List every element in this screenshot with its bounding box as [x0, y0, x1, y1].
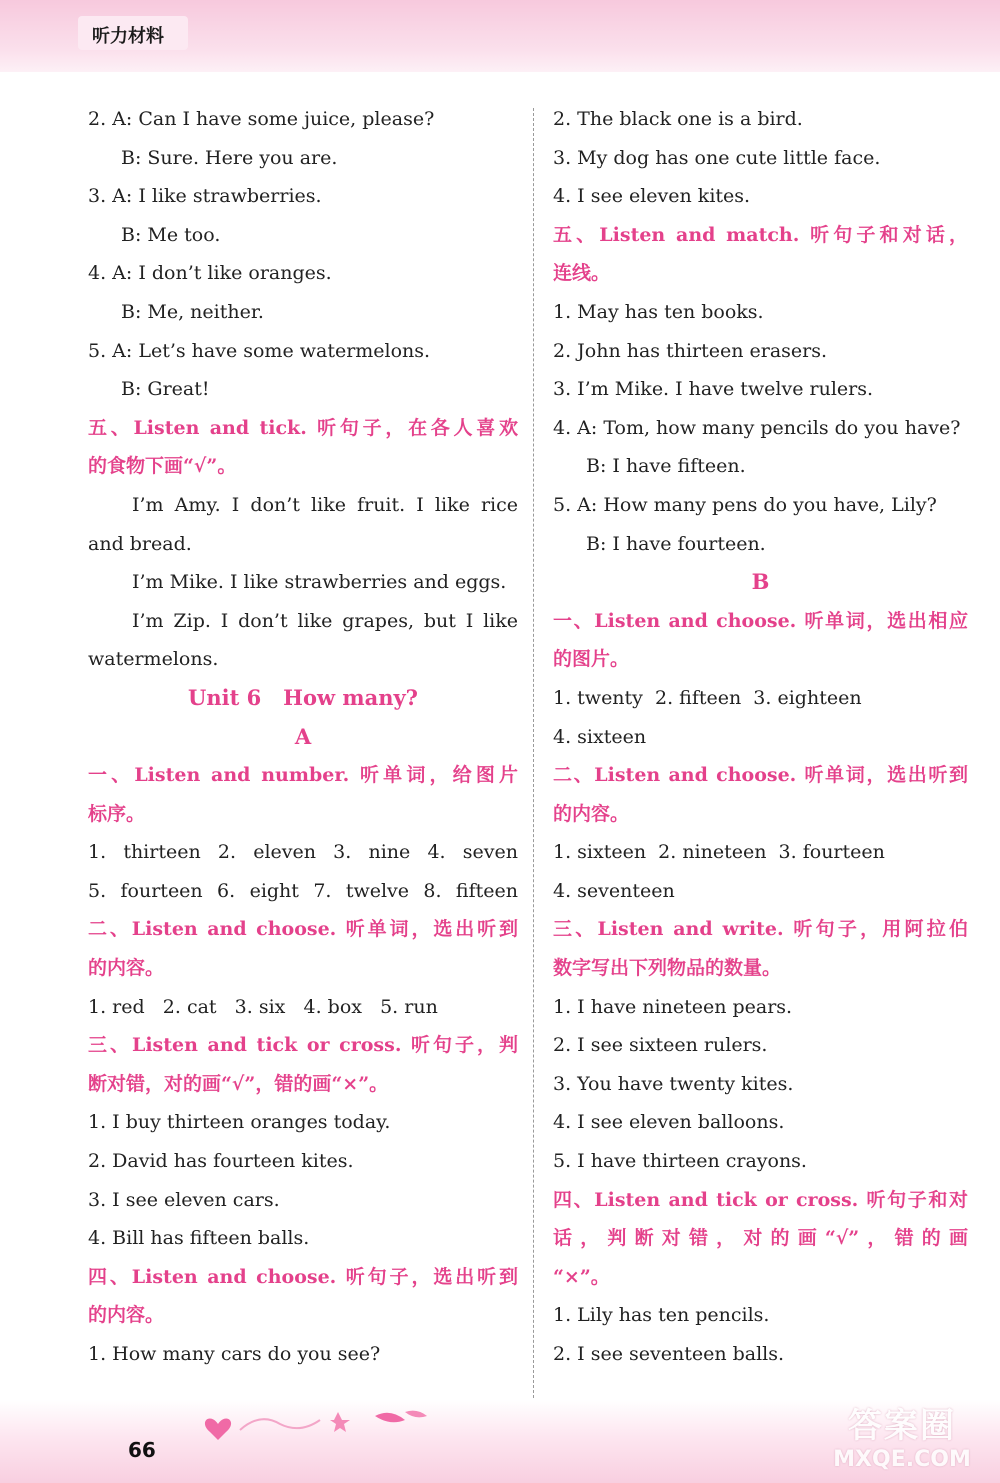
list-item: 1. Lily has ten pencils.	[553, 1304, 770, 1327]
section-heading: 连线。	[553, 262, 611, 285]
dialog-line: 4. A: I don’t like oranges.	[88, 262, 332, 285]
list-item: 4. A: Tom, how many pencils do you have?	[553, 416, 961, 439]
list-item: 3. I’m Mike. I have twelve rulers.	[553, 378, 874, 401]
header-band	[0, 0, 1000, 72]
page-number: 66	[128, 1438, 156, 1462]
list-item: 2. John has thirteen erasers.	[553, 339, 828, 362]
heart-decoration-icon	[200, 1402, 440, 1452]
list-item: 2. I see sixteen rulers.	[553, 1034, 768, 1057]
list-item: 1. I buy thirteen oranges today.	[88, 1111, 391, 1134]
section-heading: 的内容。	[553, 802, 630, 825]
section-heading: 断对错，对的画“√”，错的画“×”。	[88, 1072, 389, 1095]
left-column	[88, 100, 518, 1374]
list-item: 3. My dog has one cute little face.	[553, 146, 881, 169]
section-heading: 一、Listen and number. 听单词，给图片	[88, 764, 518, 787]
paragraph-line: I’m Amy. I don’t like fruit. I like rice	[132, 493, 518, 516]
dialog-line: B: Sure. Here you are.	[121, 146, 338, 169]
list-item: 5. I have thirteen crayons.	[553, 1150, 807, 1173]
list-item: 4. I see eleven balloons.	[553, 1111, 785, 1134]
answer-row: 4. seventeen	[553, 879, 675, 902]
right-column	[553, 100, 968, 1374]
section-heading: 的内容。	[88, 957, 165, 980]
part-label: B	[751, 569, 770, 595]
part-label: A	[294, 723, 312, 749]
list-item: 1. How many cars do you see?	[88, 1343, 381, 1365]
list-item: 5. A: How many pens do you have, Lily?	[553, 493, 937, 516]
dialog-line: 2. A: Can I have some juice, please?	[88, 108, 435, 130]
header-title: 听力材料	[92, 26, 164, 47]
answer-row: 1. twenty 2. fifteen 3. eighteen	[553, 686, 862, 709]
list-item: 3. I see eleven cars.	[88, 1188, 280, 1211]
answer-row: 1. red 2. cat 3. six 4. box 5. run	[88, 995, 438, 1018]
list-item: 2. The black one is a bird.	[553, 108, 803, 130]
section-heading: 的图片。	[553, 648, 630, 671]
section-heading: 四、Listen and tick or cross. 听句子和对	[553, 1188, 968, 1211]
section-heading: 三、Listen and write. 听句子，用阿拉伯	[553, 918, 968, 941]
list-item: 2. David has fourteen kites.	[88, 1150, 354, 1173]
section-heading: 二、Listen and choose. 听单词，选出听到	[553, 764, 968, 787]
dialog-line: 3. A: I like strawberries.	[88, 185, 322, 208]
dialog-line: 5. A: Let’s have some watermelons.	[88, 339, 431, 362]
answer-row: 4. sixteen	[553, 725, 647, 748]
section-heading: 四、Listen and choose. 听句子，选出听到	[88, 1265, 518, 1288]
dialog-line: B: Me, neither.	[121, 300, 264, 323]
answer-row: 1. sixteen 2. nineteen 3. fourteen	[553, 841, 885, 864]
dialog-line: B: I have fourteen.	[586, 532, 766, 555]
paragraph-line: I’m Zip. I don’t like grapes, but I like	[132, 609, 518, 632]
dialog-line: B: I have fifteen.	[586, 455, 746, 478]
section-heading: 五、Listen and match. 听句子和对话，	[553, 223, 968, 246]
list-item: 1. I have nineteen pears.	[553, 995, 793, 1018]
section-heading: 标序。	[88, 802, 146, 825]
list-item: 3. You have twenty kites.	[553, 1072, 794, 1095]
paragraph-line: watermelons.	[88, 648, 219, 671]
list-item: 1. May has ten books.	[553, 300, 764, 323]
paragraph-line: and bread.	[88, 532, 192, 555]
section-heading: 的内容。	[88, 1304, 165, 1327]
answer-row: 5. fourteen 6. eight 7. twelve 8. fifteen	[88, 879, 518, 902]
section-heading: 三、Listen and tick or cross. 听句子，判	[88, 1034, 518, 1057]
section-heading: 数字写出下列物品的数量。	[553, 957, 782, 980]
list-item: 4. I see eleven kites.	[553, 185, 751, 208]
list-item: 2. I see seventeen balls.	[553, 1343, 785, 1365]
dialog-line: B: Great!	[121, 378, 210, 401]
list-item: 4. Bill has fifteen balls.	[88, 1227, 310, 1250]
unit-title: Unit 6 How many?	[188, 684, 418, 710]
watermark	[812, 1398, 992, 1478]
watermark-url: MXQE.COM	[833, 1447, 971, 1472]
answer-row: 1. thirteen 2. eleven 3. nine 4. seven	[88, 841, 518, 864]
dialog-line: B: Me too.	[121, 223, 221, 246]
section-heading: 二、Listen and choose. 听单词，选出听到	[88, 918, 518, 941]
column-divider	[533, 108, 534, 1398]
section-heading: “×”。	[553, 1265, 610, 1288]
section-heading: 五、Listen and tick. 听句子，在各人喜欢	[88, 416, 518, 439]
section-heading: 的食物下画“√”。	[88, 455, 237, 478]
section-heading: 话，判断对错，对的画“√”，错的画	[553, 1227, 968, 1250]
paragraph-line: I’m Mike. I like strawberries and eggs.	[132, 571, 507, 594]
section-heading: 一、Listen and choose. 听单词，选出相应	[553, 609, 968, 632]
watermark-text: 答案圈	[848, 1406, 956, 1446]
